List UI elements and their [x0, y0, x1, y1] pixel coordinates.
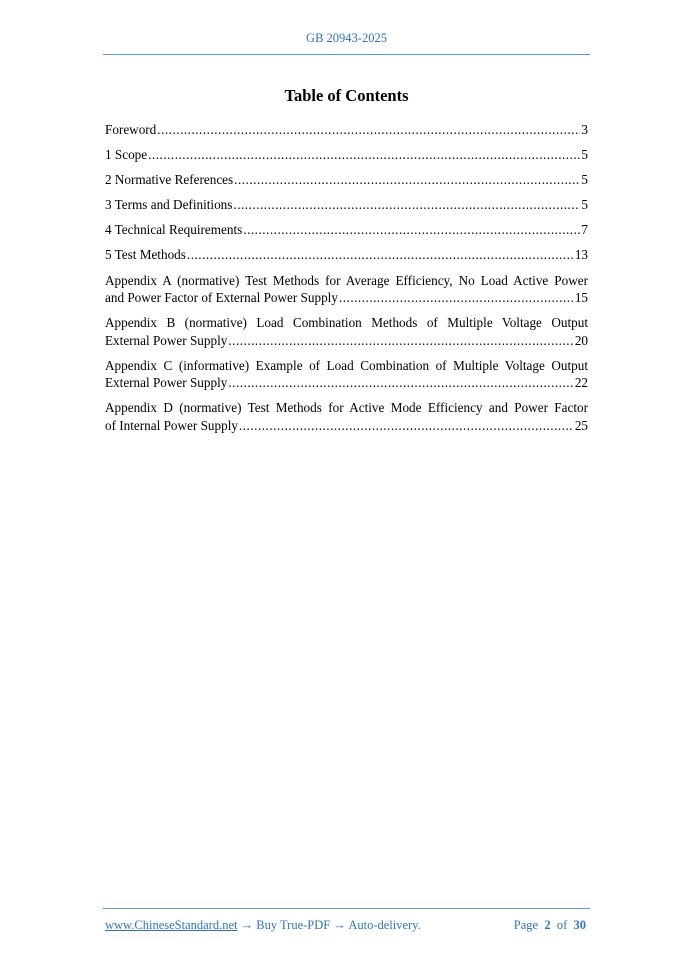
toc-entry-label: 5 Test Methods: [105, 247, 186, 263]
toc-entry-page: 22: [574, 375, 588, 391]
toc-entry-label-line2: External Power Supply: [105, 332, 228, 348]
toc-entry-page: 13: [574, 247, 588, 263]
toc-entry-page: 5: [581, 197, 588, 213]
toc-entry-appendix-d[interactable]: [105, 399, 588, 434]
footer-promo: [105, 918, 421, 933]
toc-entry-page: 3: [581, 122, 588, 137]
page-of: of: [556, 918, 568, 932]
page-title: Table of Contents: [284, 86, 409, 105]
page-indicator: [514, 918, 586, 933]
toc-entry-label-line1: Appendix B (normative) Load Combination Methods of Multiple Voltage Output: [105, 315, 588, 331]
toc-entry-terms-definitions[interactable]: [105, 196, 588, 214]
dot-leader: [228, 332, 573, 350]
toc-entry-page: 7: [581, 222, 588, 238]
dot-leader: [234, 171, 580, 189]
toc-entry-scope[interactable]: [105, 146, 588, 164]
toc-entry-page: 5: [581, 172, 588, 188]
toc-entry-page: 15: [574, 290, 588, 306]
arrow-right-icon: →: [333, 918, 346, 932]
toc-entry-page: 20: [574, 332, 588, 348]
toc-entry-appendix-a[interactable]: [105, 272, 588, 307]
site-link[interactable]: www.ChineseStandard.net: [105, 918, 238, 932]
footer-divider: [103, 908, 590, 909]
toc-entry-label-line1: Appendix D (normative) Test Methods for Active Mode Efficiency and Power Factor: [105, 400, 588, 416]
running-header: GB 20943-2025: [306, 31, 387, 45]
page-label: Page: [513, 918, 539, 932]
dot-leader: [239, 417, 574, 435]
dot-leader: [148, 146, 580, 164]
page-total: 30: [573, 918, 586, 932]
arrow-right-icon: →: [240, 918, 254, 932]
toc-entry-label: 1 Scope: [105, 147, 148, 163]
toc-entry-page: 5: [581, 147, 588, 163]
toc-entry-label-line2: of Internal Power Supply: [105, 417, 238, 433]
delivery-text: Auto-delivery.: [348, 918, 421, 932]
toc-entry-technical-requirements[interactable]: [105, 221, 588, 239]
toc-entry-label: 4 Technical Requirements: [105, 222, 243, 238]
dot-leader: [157, 121, 580, 139]
dot-leader: [233, 196, 580, 214]
toc-entry-test-methods[interactable]: [105, 246, 588, 264]
toc-entry-label-line1: Appendix C (informative) Example of Load Combination of Multiple Voltage Output: [105, 357, 588, 373]
buy-text: Buy True-PDF: [256, 918, 331, 932]
dot-leader: [228, 374, 573, 392]
toc-entry-label-line2: and Power Factor of External Power Supply: [105, 290, 338, 306]
page-current: 2: [544, 918, 551, 932]
toc-entry-appendix-c[interactable]: [105, 357, 588, 392]
dot-leader: [187, 246, 574, 264]
toc-entry-page: 25: [574, 417, 588, 433]
toc-entry-label-line2: External Power Supply: [105, 375, 228, 391]
toc-entry-label: Foreword: [105, 122, 157, 137]
toc-entry-label: 2 Normative References: [105, 172, 234, 188]
toc-entry-label: 3 Terms and Definitions: [105, 197, 233, 213]
table-of-contents: [105, 121, 588, 442]
toc-entry-normative-references[interactable]: [105, 171, 588, 189]
dot-leader: [339, 289, 574, 307]
toc-entry-foreword[interactable]: [105, 121, 588, 139]
toc-entry-label-line1: Appendix A (normative) Test Methods for Average Efficiency, No Load Active Power: [105, 272, 588, 288]
dot-leader: [243, 221, 580, 239]
toc-entry-appendix-b[interactable]: [105, 314, 588, 349]
header-divider: [103, 54, 590, 55]
